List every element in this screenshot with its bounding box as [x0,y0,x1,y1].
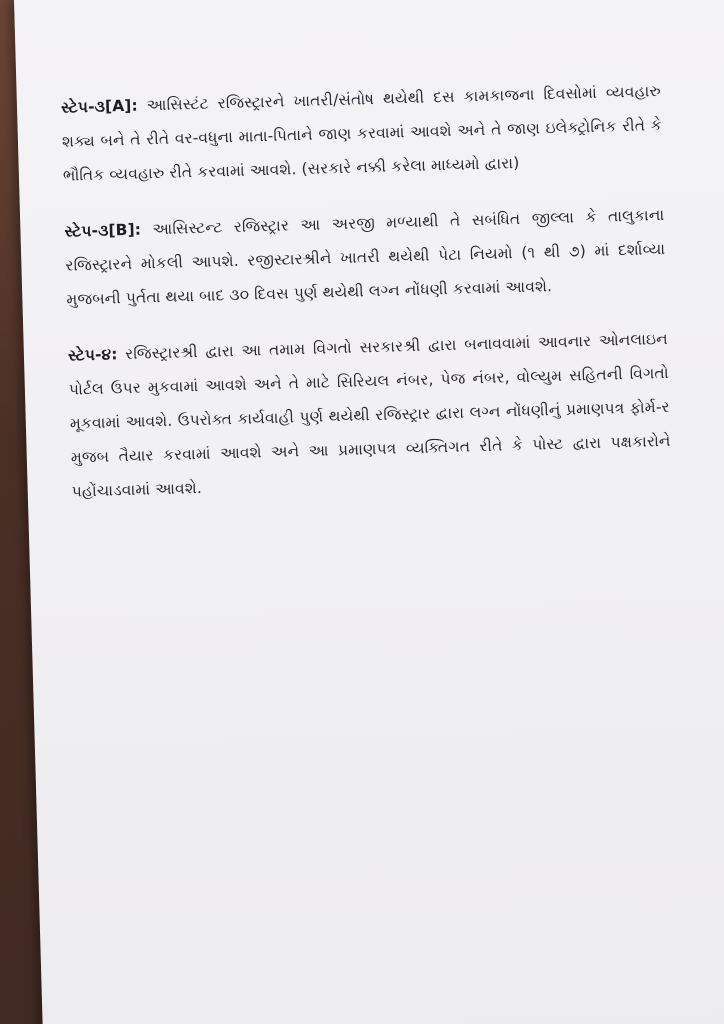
step-3b-text: આસિસ્ટન્ટ રજિસ્ટ્રાર આ અરજી મળ્યાથી તે સબંધિત જીલ્લા કે તાલુકાના રજિસ્ટ્રારને મોકલી આપશે. રજીસ્ટારશ્રીને ખાતરી થયેથી પેટા નિયમો (૧ થી ૭) માં દર્શાવ્યા મુજબની પુર્તતા થયા બાદ ૩૦ દિવસ પુર્ણ થયેથી લગ્ન નોંધણી કરવામાં આવશે. [65,205,666,309]
document-page [14,0,724,1024]
step-4-label: સ્ટેપ-૪: [67,345,118,365]
paragraph-step-3a [61,74,664,193]
paragraph-step-4 [67,322,672,509]
document-body [61,74,673,531]
step-3a-label: સ્ટેપ-૩[A]: [60,96,139,117]
step-4-text: રજિસ્ટ્રારશ્રી દ્વારા આ તમામ વિગતો સરકારશ્રી દ્વારા બનાવવામાં આવનાર ઓનલાઇન પોર્ટલ ઉપર મુકવામાં આવશે અને તે માટે સિરિયલ નંબર, પેજ નંબર, વોલ્યુમ સહિતની વિગતો મૂકવામાં આવશે. ઉપરોક્ત કાર્યવાહી પુર્ણ થયેથી રજિસ્ટ્રાર દ્વારા લગ્ન નોંધણીનું પ્રમાણપત્ર ફોર્મ-ર મુજબ તૈયાર કરવામાં આવશે અને આ પ્રમાણપત્ર વ્યક્તિગત રીતે કે પોસ્ટ દ્વારા પક્ષકારોને પહોંચાડવામાં આવશે. [68,329,671,501]
step-3b-label: સ્ટેપ-૩[B]: [64,220,142,241]
step-3a-text: આસિસ્ટંટ રજિસ્ટ્રારને ખાતરી/સંતોષ થયેથી દસ કામકાજના દિવસોમાં વ્યવહારુ શક્ય બને તે રીતે વર-વધુના માતા-પિતાને જાણ કરવામાં આવશે અને તે જાણ ઇલેક્ટ્રોનિક રીતે કે ભૌતિક વ્યવહારુ રીતે કરવામાં આવશે. (સરકારે નક્કી કરેલા માધ્યમો દ્વારા) [61,81,662,185]
paragraph-step-3b [64,198,667,317]
